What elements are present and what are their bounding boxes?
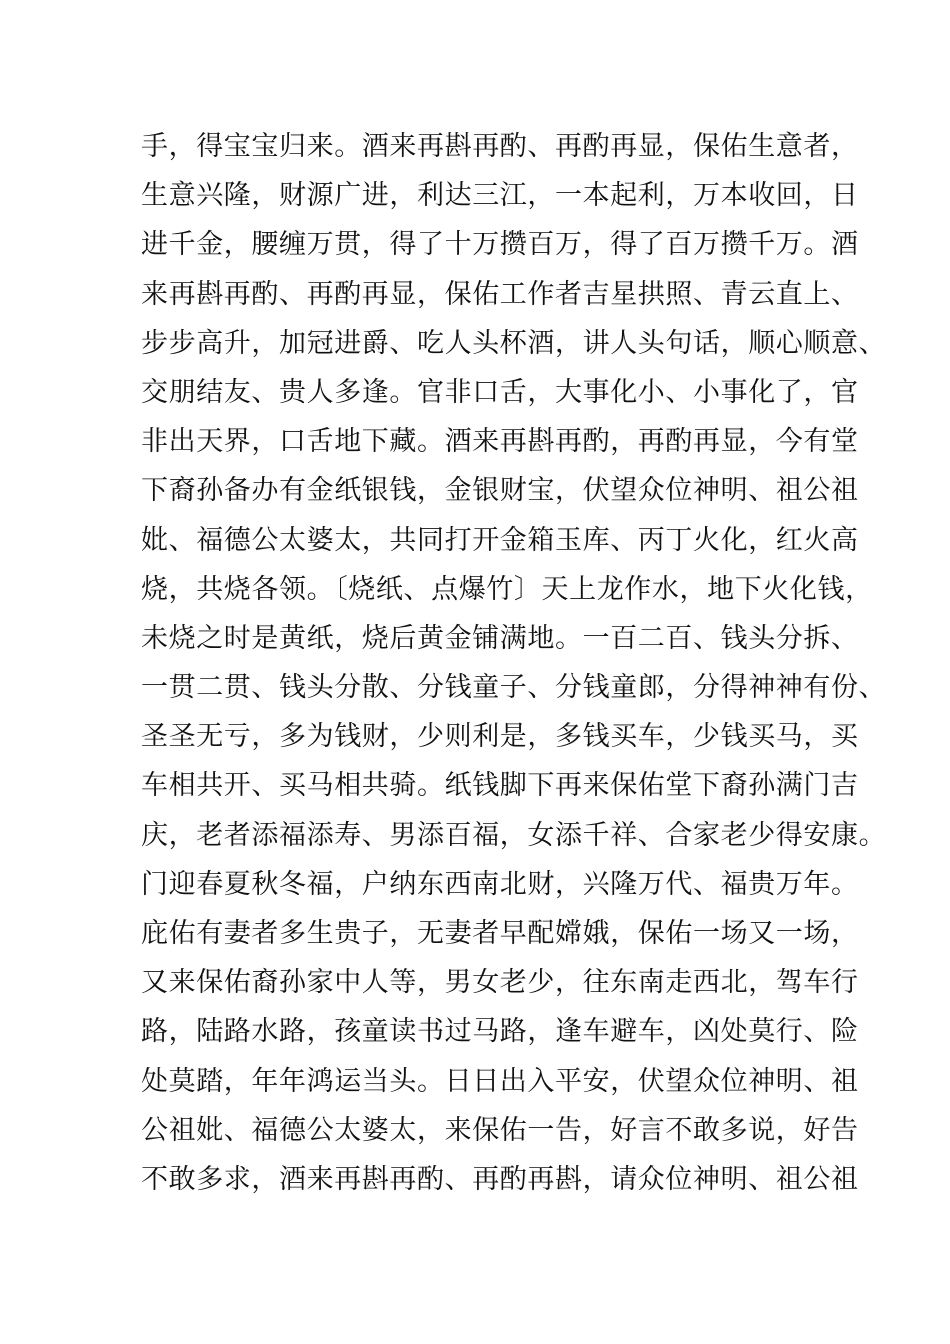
- text-line: 未烧之时是黄纸，烧后黄金铺满地。一百二百、钱头分拆、: [141, 622, 859, 654]
- text-line: 又来保佑裔孙家中人等，男女老少，往东南走西北，驾车行: [141, 967, 859, 999]
- text-line: 处莫踏，年年鸿运当头。日日出入平安，伏望众位神明、祖: [141, 1065, 859, 1097]
- text-line: 路，陆路水路，孩童读书过马路，逢车避车，凶处莫行、险: [141, 1016, 859, 1048]
- text-line: 圣圣无亏，多为钱财，少则利是，多钱买车，少钱买马，买: [141, 721, 859, 753]
- text-line: 交朋结友、贵人多逢。官非口舌，大事化小、小事化了，官: [141, 376, 859, 408]
- text-line: 进千金，腰缠万贯，得了十万攒百万，得了百万攒千万。酒: [141, 229, 859, 261]
- text-line: 来再斟再酌、再酌再显，保佑工作者吉星拱照、青云直上、: [141, 278, 859, 310]
- text-line: 非出天界，口舌地下藏。酒来再斟再酌，再酌再显，今有堂: [141, 426, 859, 458]
- text-line: 妣、福德公太婆太，共同打开金箱玉库、丙丁火化，红火高: [141, 524, 859, 556]
- text-line: 庆，老者添福添寿、男添百福，女添千祥、合家老少得安康。: [141, 819, 887, 851]
- text-line: 手，得宝宝归来。酒来再斟再酌、再酌再显，保佑生意者，: [141, 131, 859, 162]
- text-line: 下裔孙备办有金纸银钱，金银财宝，伏望众位神明、祖公祖: [141, 475, 859, 507]
- text-line: 不敢多求，酒来再斟再酌、再酌再斟，请众位神明、祖公祖: [141, 1163, 859, 1195]
- body-text: [141, 122, 887, 1204]
- text-line: 一贯二贯、钱头分散、分钱童子、分钱童郎，分得神神有份、: [141, 672, 887, 704]
- text-line: 烧，共烧各领。〔烧纸、点爆竹〕天上龙作水，地下火化钱，: [141, 573, 873, 605]
- text-line: 公祖妣、福德公太婆太，来保佑一告，好言不敢多说，好告: [141, 1114, 859, 1146]
- text-line: 车相共开、买马相共骑。纸钱脚下再来保佑堂下裔孙满门吉: [141, 770, 859, 802]
- text-line: 庇佑有妻者多生贵子，无妻者早配嫦娥，保佑一场又一场，: [141, 918, 859, 949]
- text-line: 步步高升，加冠进爵、吃人头杯酒，讲人头句话，顺心顺意、: [141, 327, 887, 359]
- text-line: 生意兴隆，财源广进，利达三江，一本起利，万本收回，日: [141, 180, 859, 212]
- text-line: 门迎春夏秋冬福，户纳东西南北财，兴隆万代、福贵万年。: [141, 868, 859, 900]
